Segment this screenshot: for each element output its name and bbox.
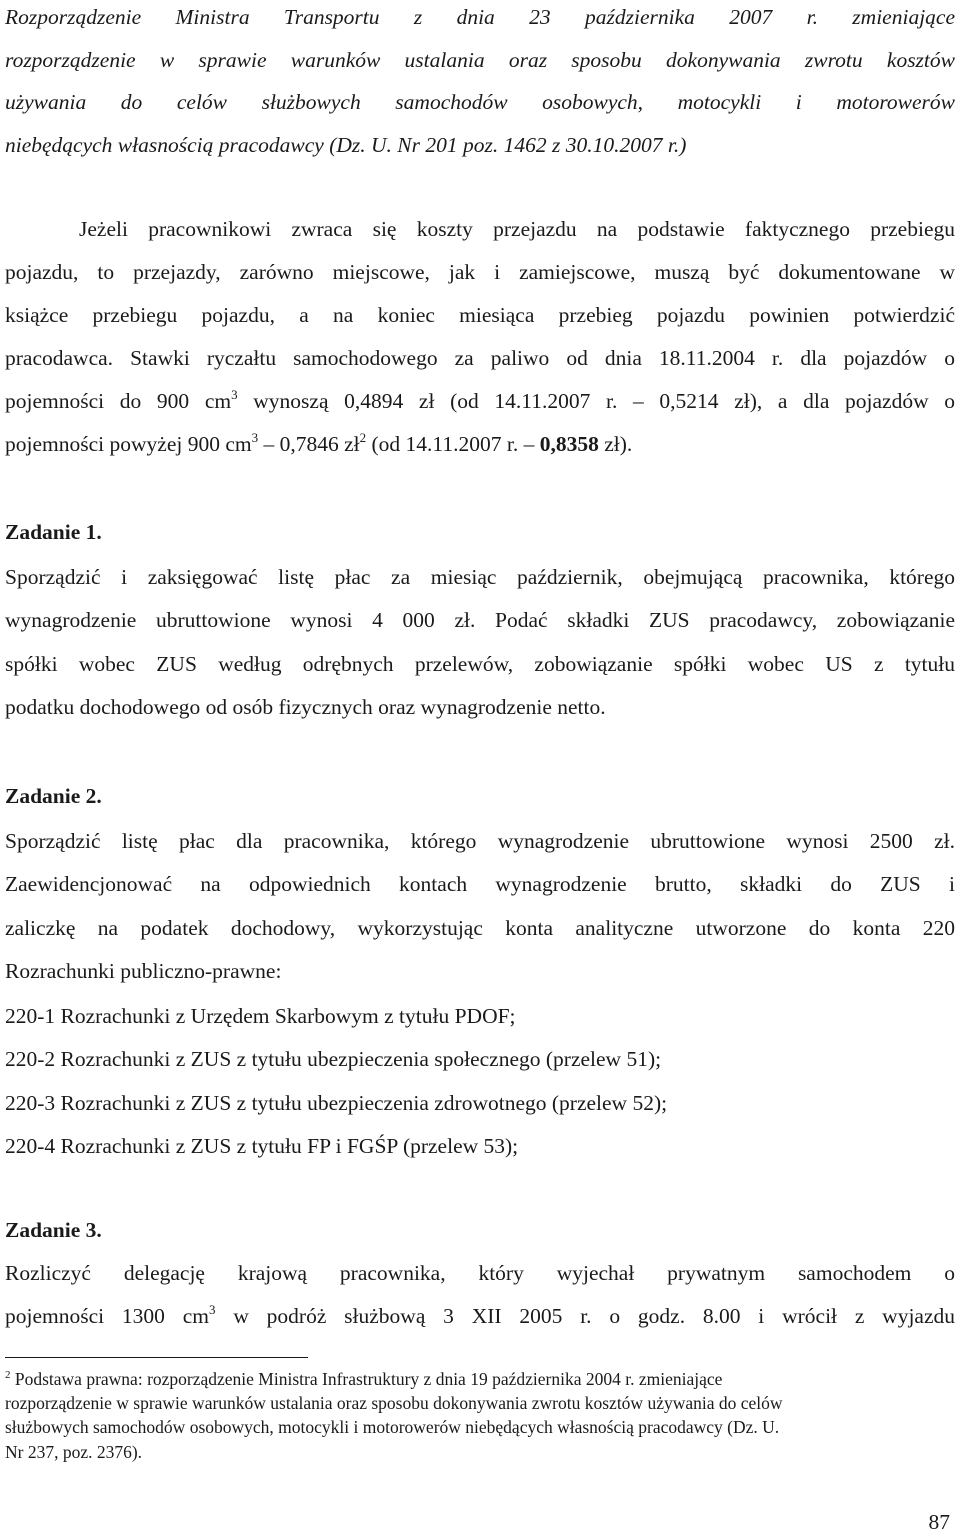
paragraph-line: książce przebiegu pojazdu, a na koniec miesiąca przebieg pojazdu powinien potwierdzić [5, 303, 955, 327]
task-line: Rozliczyć delegację krajową pracownika, który wyjechał prywatnym samochodem o [5, 1261, 955, 1285]
text-run: w podróż służbową 3 XII 2005 r. o godz. 8.00 i wrócił z wyjazdu [215, 1304, 956, 1329]
text-run: – 0,7846 zł [258, 432, 360, 456]
bold-rate: 0,8358 [539, 432, 599, 456]
footnote-reference: 2 [359, 430, 367, 445]
text-run: pojemności powyżej 900 cm [5, 432, 252, 456]
text-run: zł). [598, 432, 633, 456]
text-run: wynoszą 0,4894 zł (od 14.11.2007 r. – 0,5214 zł), a dla pojazdów o [237, 389, 956, 413]
footnote-line: służbowych samochodów osobowych, motocykli i motorowerów niebędących własnością pracodawcy (Dz. U. [5, 1417, 780, 1438]
superscript-cube: 3 [231, 387, 238, 402]
task-3-heading: Zadanie 3. [5, 1218, 102, 1242]
task-line: Sporządzić i zaksięgować listę płac za miesiąc październik, obejmującą pracownika, którego [5, 565, 955, 589]
footnote-separator [5, 1357, 308, 1358]
account-item: 220-2 Rozrachunki z ZUS z tytułu ubezpieczenia społecznego (przelew 51); [5, 1047, 662, 1072]
task-1-heading: Zadanie 1. [5, 520, 102, 544]
paragraph-line: Jeżeli pracownikowi zwraca się koszty przejazdu na podstawie faktycznego przebiegu [79, 217, 955, 241]
task-2-text [5, 820, 955, 993]
task-line [5, 1295, 955, 1338]
paragraph-line [5, 380, 955, 423]
text-run: (od 14.11.2007 r. – [366, 432, 540, 456]
mileage-paragraph [5, 208, 955, 466]
superscript-cube: 3 [209, 1302, 216, 1318]
task-3-text [5, 1252, 955, 1339]
task-line: wynagrodzenie ubruttowione wynosi 4 000 zł. Podać składki ZUS pracodawcy, zobowiązanie [5, 608, 955, 633]
task-line: spółki wobec ZUS według odrębnych przelewów, zobowiązanie spółki wobec US z tytułu [5, 651, 955, 676]
task-line: Zaewidencjonować na odpowiednich kontach wynagrodzenie brutto, składki do ZUS i [5, 872, 955, 897]
footnote-line: rozporządzenie w sprawie warunków ustalania oraz sposobu dokonywania zwrotu kosztów używania do celów [5, 1393, 783, 1414]
task-1-text [5, 556, 955, 729]
text-run: Podstawa prawna: rozporządzenie Ministra Infrastruktury z dnia 19 października 2004 r. zmieniające [10, 1369, 723, 1389]
superscript-cube: 3 [251, 430, 259, 445]
account-item: 220-3 Rozrachunki z ZUS z tytułu ubezpieczenia zdrowotnego (przelew 52); [5, 1090, 668, 1115]
task-line: Rozrachunki publiczno-prawne: [5, 958, 282, 983]
task-line: zaliczkę na podatek dochodowy, wykorzystując konta analityczne utworzone do konta 220 [5, 915, 955, 940]
page-number: 87 [928, 1510, 950, 1534]
account-item: 220-4 Rozrachunki z ZUS z tytułu FP i FGŚP (przelew 53); [5, 1133, 519, 1158]
text-run: pojemności 1300 cm [5, 1304, 210, 1329]
text-run: pojemności do 900 cm [5, 389, 232, 413]
paragraph-line [5, 423, 955, 466]
regulation-citation [5, 0, 955, 166]
account-item: 220-1 Rozrachunki z Urzędem Skarbowym z tytułu PDOF; [5, 1004, 516, 1028]
paragraph-line: pojazdu, to przejazdy, zarówno miejscowe, jak i zamiejscowe, muszą być dokumentowane w [5, 260, 955, 284]
footnote [5, 1367, 955, 1464]
task-line: Sporządzić listę płac dla pracownika, którego wynagrodzenie ubruttowione wynosi 2500 zł. [5, 829, 955, 853]
citation-line: Rozporządzenie Ministra Transportu z dnia 23 października 2007 r. zmieniające [5, 5, 955, 29]
citation-line: rozporządzenie w sprawie warunków ustalania oraz sposobu dokonywania zwrotu kosztów [5, 47, 955, 72]
paragraph-line: pracodawca. Stawki ryczałtu samochodowego za paliwo od dnia 18.11.2004 r. dla pojazdów o [5, 346, 955, 370]
task-line: podatku dochodowego od osób fizycznych oraz wynagrodzenie netto. [5, 694, 606, 719]
task-2-heading: Zadanie 2. [5, 784, 102, 808]
citation-line: używania do celów służbowych samochodów osobowych, motocykli i motorowerów [5, 90, 955, 114]
footnote-line: Nr 237, poz. 2376). [5, 1441, 143, 1462]
footnote-marker: 2 [5, 1369, 11, 1381]
footnote-line [5, 1367, 955, 1391]
account-list [5, 995, 955, 1168]
citation-line: niebędących własnością pracodawcy (Dz. U. Nr 201 poz. 1462 z 30.10.2007 r.) [5, 132, 687, 157]
